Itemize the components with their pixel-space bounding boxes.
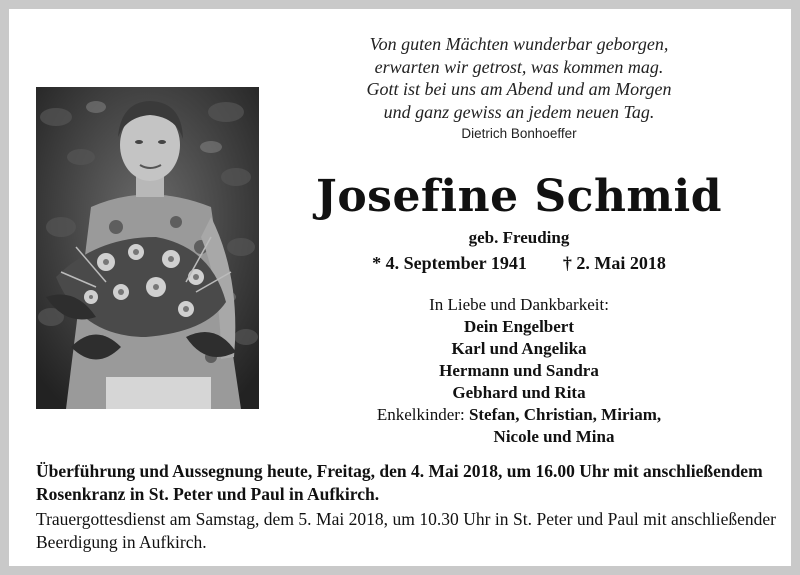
birth-date: * 4. September 1941 <box>372 253 527 273</box>
family-member: Dein Engelbert <box>463 317 575 336</box>
poem-line: und ganz gewiss an jedem neuen Tag. <box>383 101 655 122</box>
deceased-name: Josefine Schmid <box>316 171 722 222</box>
portrait-photo <box>36 87 259 409</box>
family-member: Gebhard und Rita <box>452 383 586 402</box>
death-date: † 2. Mai 2018 <box>562 253 666 273</box>
poem <box>279 33 759 145</box>
poem-line: Von guten Mächten wunderbar geborgen, <box>369 34 669 54</box>
life-dates <box>279 253 759 274</box>
grandchildren-row <box>279 404 759 426</box>
grandchildren-names-cont: Nicole und Mina <box>493 427 615 446</box>
family-intro: In Liebe und Dankbarkeit: <box>429 295 609 314</box>
poem-line: Gott ist bei uns am Abend und am Morgen <box>366 79 672 99</box>
birth-name: geb. Freuding <box>468 228 570 247</box>
family-list <box>279 294 759 448</box>
grandchildren-names: Stefan, Christian, Miriam, <box>468 405 662 424</box>
family-member: Karl und Angelika <box>451 339 587 358</box>
family-member: Hermann und Sandra <box>439 361 599 380</box>
poem-line: erwarten wir getrost, was kommen mag. <box>374 56 664 77</box>
grandchildren-label: Enkelkinder: <box>376 405 465 424</box>
poem-author: Dietrich Bonhoeffer <box>461 126 577 141</box>
transfer-notice: Überführung und Aussegnung heute, Freitag, den 4. Mai 2018, um 16.00 Uhr mit anschließendem Rosenkranz in St. Peter und Paul in Aufkirch. <box>36 461 763 504</box>
funeral-notice: Trauergottesdienst am Samstag, dem 5. Mai 2018, um 10.30 Uhr in St. Peter und Paul mit anschließender Beerdigung in Aufkirch. <box>36 509 776 552</box>
